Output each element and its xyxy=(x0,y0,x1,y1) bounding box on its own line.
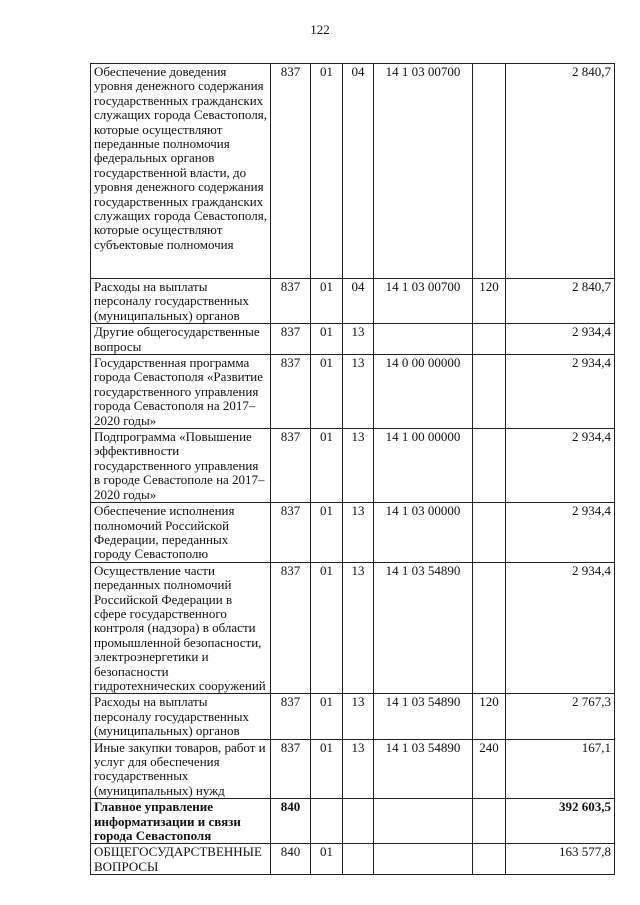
table-row xyxy=(91,739,615,799)
row-name-cell: Обеспечение доведения уровня денежного содержания государственных гражданских служащих города Севастополя, которые осуществляют переданные полномочия федеральных органов государственной власти, до уровня денежного содержания государственных гражданских служащих города Севастополя, которые осуществляют субъектовые полномочия xyxy=(91,64,271,279)
expense-type-cell xyxy=(473,844,506,875)
table-row xyxy=(91,355,615,429)
expense-type-cell: 240 xyxy=(473,739,506,799)
row-name-cell: Расходы на выплаты персоналу государственных (муниципальных) органов xyxy=(91,279,271,324)
gov-code-cell: 837 xyxy=(271,429,311,503)
table-row xyxy=(91,844,615,875)
target-article-cell: 14 1 00 00000 xyxy=(374,429,473,503)
gov-code-cell: 837 xyxy=(271,503,311,563)
row-name-cell: Главное управление информатизации и связи города Севастополя xyxy=(91,799,271,844)
section-code-cell: 01 xyxy=(311,279,343,324)
subsection-code-cell: 13 xyxy=(343,355,374,429)
table-row xyxy=(91,694,615,739)
gov-code-cell: 837 xyxy=(271,279,311,324)
subsection-code-cell xyxy=(343,799,374,844)
row-name-cell: Государственная программа города Севастополя «Развитие государственного управления города Севастополя на 2017–2020 годы» xyxy=(91,355,271,429)
subsection-code-cell: 13 xyxy=(343,503,374,563)
section-code-cell: 01 xyxy=(311,64,343,279)
target-article-cell: 14 1 03 54890 xyxy=(374,562,473,694)
sum-cell: 2 934,4 xyxy=(506,355,615,429)
sum-cell: 2 767,3 xyxy=(506,694,615,739)
row-name-cell: Другие общегосударственные вопросы xyxy=(91,324,271,355)
expense-type-cell xyxy=(473,324,506,355)
section-code-cell: 01 xyxy=(311,429,343,503)
subsection-code-cell xyxy=(343,844,374,875)
table-row xyxy=(91,799,615,844)
target-article-cell: 14 1 03 00000 xyxy=(374,503,473,563)
row-name-cell: Иные закупки товаров, работ и услуг для обеспечения государственных (муниципальных) нужд xyxy=(91,739,271,799)
sum-cell: 2 934,4 xyxy=(506,429,615,503)
sum-cell: 163 577,8 xyxy=(506,844,615,875)
gov-code-cell: 837 xyxy=(271,64,311,279)
gov-code-cell: 837 xyxy=(271,324,311,355)
expense-type-cell: 120 xyxy=(473,279,506,324)
expense-type-cell xyxy=(473,64,506,279)
expense-type-cell xyxy=(473,503,506,563)
target-article-cell xyxy=(374,799,473,844)
target-article-cell: 14 1 03 00700 xyxy=(374,279,473,324)
section-code-cell: 01 xyxy=(311,324,343,355)
gov-code-cell: 840 xyxy=(271,844,311,875)
table-row xyxy=(91,503,615,563)
budget-table-body xyxy=(91,64,615,875)
target-article-cell xyxy=(374,324,473,355)
sum-cell: 167,1 xyxy=(506,739,615,799)
section-code-cell: 01 xyxy=(311,355,343,429)
expense-type-cell: 120 xyxy=(473,694,506,739)
subsection-code-cell: 04 xyxy=(343,279,374,324)
target-article-cell: 14 0 00 00000 xyxy=(374,355,473,429)
row-name-cell: Расходы на выплаты персоналу государственных (муниципальных) органов xyxy=(91,694,271,739)
row-name-cell: Подпрограмма «Повышение эффективности государственного управления в городе Севастополе на 2017–2020 годы» xyxy=(91,429,271,503)
gov-code-cell: 837 xyxy=(271,355,311,429)
expense-type-cell xyxy=(473,429,506,503)
target-article-cell: 14 1 03 54890 xyxy=(374,694,473,739)
subsection-code-cell: 13 xyxy=(343,739,374,799)
row-name-cell: Осуществление части переданных полномочий Российской Федерации в сфере государственного контроля (надзора) в области промышленной безопасности, электроэнергетики и безопасности гидротехнических сооружений xyxy=(91,562,271,694)
target-article-cell: 14 1 03 54890 xyxy=(374,739,473,799)
sum-cell: 2 840,7 xyxy=(506,279,615,324)
subsection-code-cell: 13 xyxy=(343,429,374,503)
sum-cell: 2 934,4 xyxy=(506,324,615,355)
table-row xyxy=(91,429,615,503)
target-article-cell: 14 1 03 00700 xyxy=(374,64,473,279)
row-name-cell: Обеспечение исполнения полномочий Российской Федерации, переданных городу Севастополю xyxy=(91,503,271,563)
table-row xyxy=(91,279,615,324)
subsection-code-cell: 04 xyxy=(343,64,374,279)
expense-type-cell xyxy=(473,799,506,844)
section-code-cell: 01 xyxy=(311,694,343,739)
table-row xyxy=(91,64,615,279)
sum-cell: 2 934,4 xyxy=(506,562,615,694)
sum-cell: 2 934,4 xyxy=(506,503,615,563)
section-code-cell xyxy=(311,799,343,844)
subsection-code-cell: 13 xyxy=(343,562,374,694)
section-code-cell: 01 xyxy=(311,562,343,694)
budget-table xyxy=(90,63,615,875)
subsection-code-cell: 13 xyxy=(343,694,374,739)
sum-cell: 392 603,5 xyxy=(506,799,615,844)
target-article-cell xyxy=(374,844,473,875)
expense-type-cell xyxy=(473,355,506,429)
row-name-cell: ОБЩЕГОСУДАРСТВЕННЫЕ ВОПРОСЫ xyxy=(91,844,271,875)
section-code-cell: 01 xyxy=(311,739,343,799)
subsection-code-cell: 13 xyxy=(343,324,374,355)
gov-code-cell: 840 xyxy=(271,799,311,844)
section-code-cell: 01 xyxy=(311,844,343,875)
gov-code-cell: 837 xyxy=(271,739,311,799)
table-row xyxy=(91,562,615,694)
expense-type-cell xyxy=(473,562,506,694)
section-code-cell: 01 xyxy=(311,503,343,563)
gov-code-cell: 837 xyxy=(271,562,311,694)
table-row xyxy=(91,324,615,355)
gov-code-cell: 837 xyxy=(271,694,311,739)
page-number: 122 xyxy=(310,22,330,37)
sum-cell: 2 840,7 xyxy=(506,64,615,279)
